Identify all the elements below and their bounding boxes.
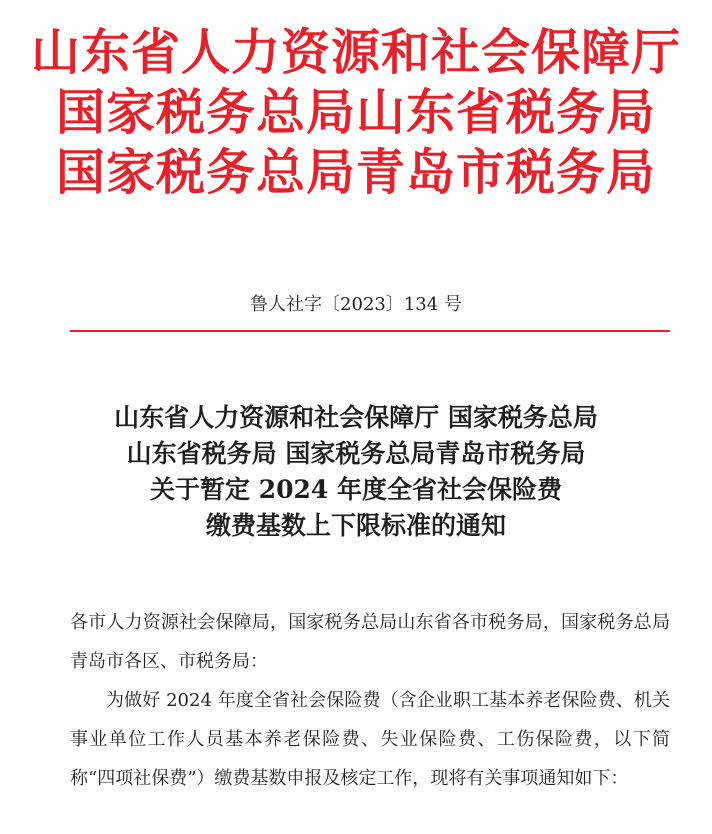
red-divider-line: [70, 330, 670, 332]
addressee-paragraph: 各市人力资源社会保障局，国家税务总局山东省各市税务局，国家税务总局青岛市各区、市税务局：: [70, 612, 670, 672]
document-title: [0, 400, 712, 544]
title-line-1: 山东省人力资源和社会保障厅 国家税务总局: [114, 403, 598, 432]
title-line-4: 缴费基数上下限标准的通知: [205, 511, 506, 540]
issuing-agency-line-3: 国家税务总局青岛市税务局: [55, 143, 656, 201]
title-line-3: 关于暂定 2024 年度全省社会保险费: [150, 475, 562, 504]
document-number: 鲁人社字〔2023〕134 号: [250, 294, 462, 315]
body-paragraph-1: 为做好 2024 年度全省社会保险费（含企业职工基本养老保险费、机关事业单位工作人员基本养老保险费、失业保险费、工伤保险费，以下简称“四项社保费”）缴费基数申报及核定工作，现将有关事项通知如下：: [70, 690, 670, 789]
title-line-2: 山东省税务局 国家税务总局青岛市税务局: [126, 439, 586, 468]
issuing-agency-line-1: 山东省人力资源和社会保障厅: [30, 23, 681, 81]
issuing-agency-line-2: 国家税务总局山东省税务局: [55, 83, 656, 141]
issuing-agencies-header: [0, 22, 712, 202]
document-body: [70, 603, 670, 798]
